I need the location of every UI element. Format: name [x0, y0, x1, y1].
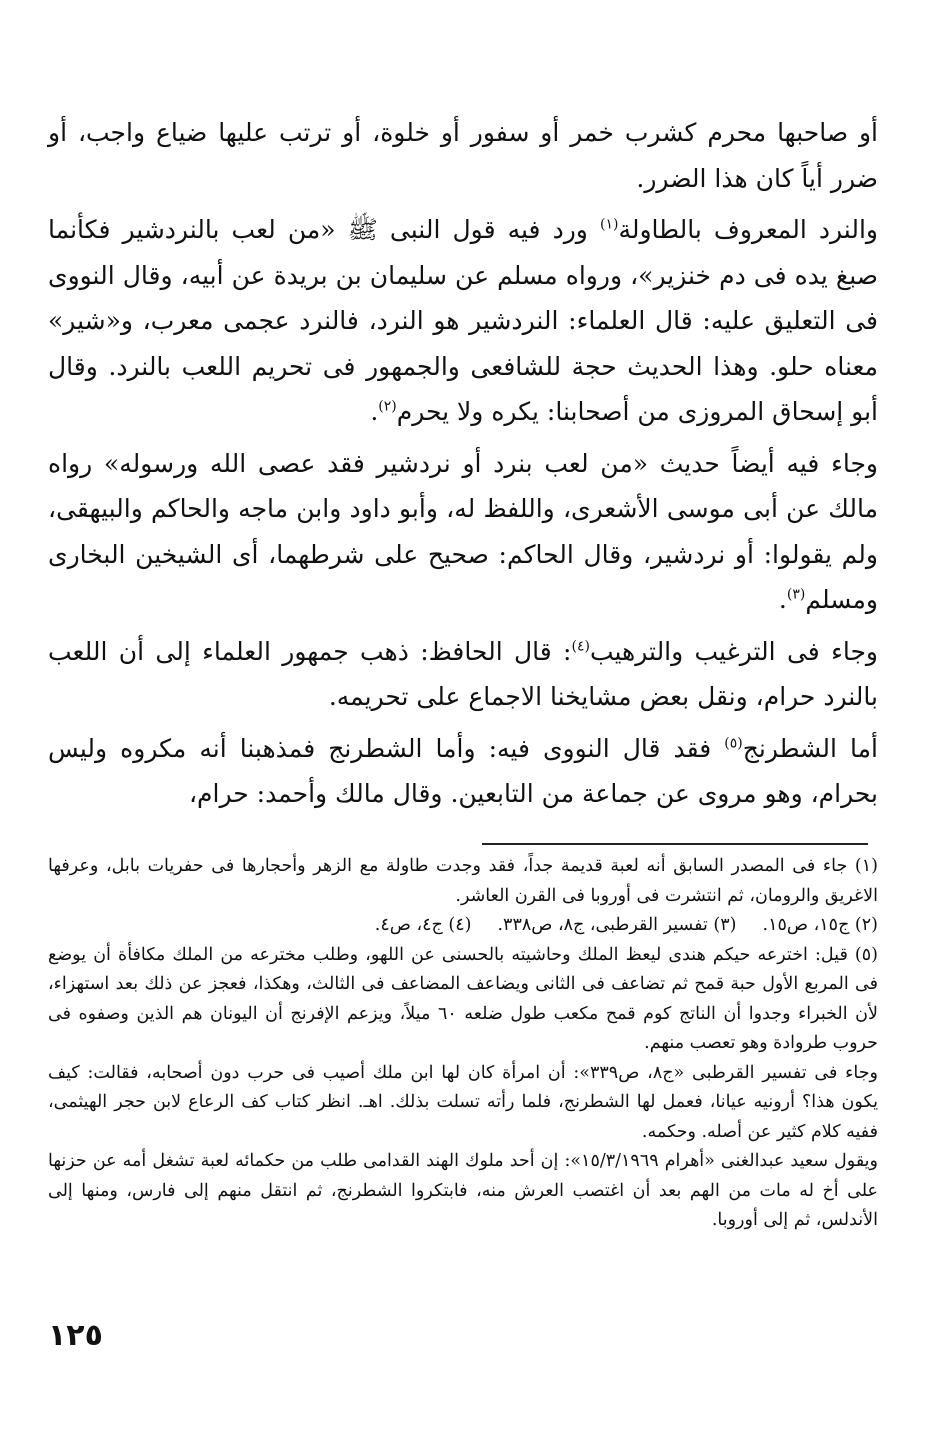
footnote-1: (١) جاء فى المصدر السابق أنه لعبة قديمة جداً، فقد وجدت طاولة مع الزهر وأحجارها فى حفريات بابل، وعرفها الاغريق والرومان، ثم انتشرت فى أوروبا فى القرن العاشر. [48, 856, 878, 906]
footnote-ref-5: (٥) [724, 735, 743, 752]
paragraph-4 [48, 629, 878, 720]
paragraph-1: أو صاحبها محرم كشرب خمر أو سفور أو خلوة، أو ترتب عليها ضياع واجب، أو ضرر أياً كان هذا الضرر. [48, 118, 878, 193]
footnote-ref-4: (٤) [571, 638, 590, 655]
footnote-3: (٣) تفسير القرطبى، ج٨، ص٣٣٨. [497, 915, 737, 935]
paragraph-3 [48, 441, 878, 623]
paragraph-2-part-1: والنرد المعروف بالطاولة [618, 215, 878, 244]
paragraph-5 [48, 726, 878, 817]
footnote-ref-2: (٢) [378, 398, 397, 415]
paragraph-3-part-2: . [778, 585, 787, 614]
paragraph-2 [48, 207, 878, 435]
footnote-5-continued-2: ويقول سعيد عبدالغنى «أهرام ١٥/٣/١٩٦٩»: إن أحد ملوك الهند القدامى طلب من حكمائه لعبة تشغل أمه عن حزنها على أخ له مات من الهم بعد أن اغتصب العرش منه، فابتكروا الشطرنج، ثم انتقل منهم إلى فارس، ومنها إلى الأندلس، ثم إلى أوروبا. [48, 1151, 878, 1230]
footnote-refs-row [48, 911, 878, 941]
footnote-5-continued: وجاء فى تفسير القرطبى «ج٨، ص٣٣٩»: أن امرأة كان لها ابن ملك أصيب فى حرب دون أصحابه، فقالت: كيف يكون هذا؟ أرونيه عيانا، فعمل لها الشطرنج، فلما رأته تسلت بذلك. اهـ. انظر كتاب كف الرعاع لابن حجر الهيثمى، ففيه كلام كثير عن أصله. وحكمه. [48, 1062, 878, 1142]
paragraph-4-part-2: : قال الحافظ: ذهب جمهور العلماء إلى أن اللعب بالنرد حرام، ونقل بعض مشايخنا الاجماع على تحريمه. [48, 636, 878, 711]
footnote-5: (٥) قيل: اخترعه حيكم هندى ليعظ الملك وحاشيته بالحسنى عن اللهو، وطلب مخترعه من الملك مكافأة أن يوضع فى المربع الأول حبة قمح ثم تضاعف فى الثانى ويضاعف المضاعف فى الثالث، وهكذا، فعجز عن ذلك بعد استهزاء، لأن الخبراء وجدوا أن الناتج كوم قمح مكعب طول ضلعه ٦٠ ميلاً، ويزعم الإفرنج أن اليونان هم الذين وصفوه فى حروب طروادة وهو تعصب منهم. [48, 944, 878, 1053]
paragraph-2-part-2: ورد فيه قول النبى ﷺ «من لعب بالنردشير فكأنما صبغ يده فى دم خنزير»، ورواه مسلم عن سليمان بن بريدة عن أبيه، وقال النووى فى التعليق عليه: قال العلماء: النردشير هو النرد، فالنرد عجمى معرب، و«شير» معناه حلو. وهذا الحديث حجة للشافعى والجمهور فى تحريم اللعب بالنرد. وقال أبو إسحاق المروزى من أصحابنا: يكره ولا يحرم [48, 215, 878, 426]
footnotes [48, 852, 878, 1236]
paragraph-5-part-1: أما الشطرنج [742, 733, 878, 763]
footnote-ref-1: (١) [599, 216, 619, 233]
footnote-2: (٢) ج١٥، ص١٥. [762, 915, 878, 935]
main-body [48, 110, 878, 823]
paragraph-4-part-1: وجاء فى الترغيب والترهيب [589, 636, 878, 666]
paragraph-3-part-1: وجاء فيه أيضاً حديث «من لعب بنرد أو نردشير فقد عصى الله ورسوله» رواه مالك عن أبى موسى الأشعرى، واللفظ له، وأبو داود وابن ماجه والحاكم والبيهقى، ولم يقولوا: أو نردشير، وقال الحاكم: صحيح على شرطهما، أى الشيخين البخارى ومسلم [48, 448, 878, 614]
footnote-4: (٤) ج٤، ص٤. [374, 915, 472, 935]
footnote-separator [482, 843, 868, 845]
footnote-ref-3: (٣) [786, 586, 806, 603]
paragraph-2-part-3: . [370, 397, 379, 426]
page-number: ١٢٥ [48, 1318, 103, 1353]
paragraph-5-part-2: فقد قال النووى فيه: وأما الشطرنج فمذهبنا أنه مكروه وليس بحرام، وهو مروى عن جماعة من التابعين. وقال مالك وأحمد: حرام، [48, 733, 878, 808]
